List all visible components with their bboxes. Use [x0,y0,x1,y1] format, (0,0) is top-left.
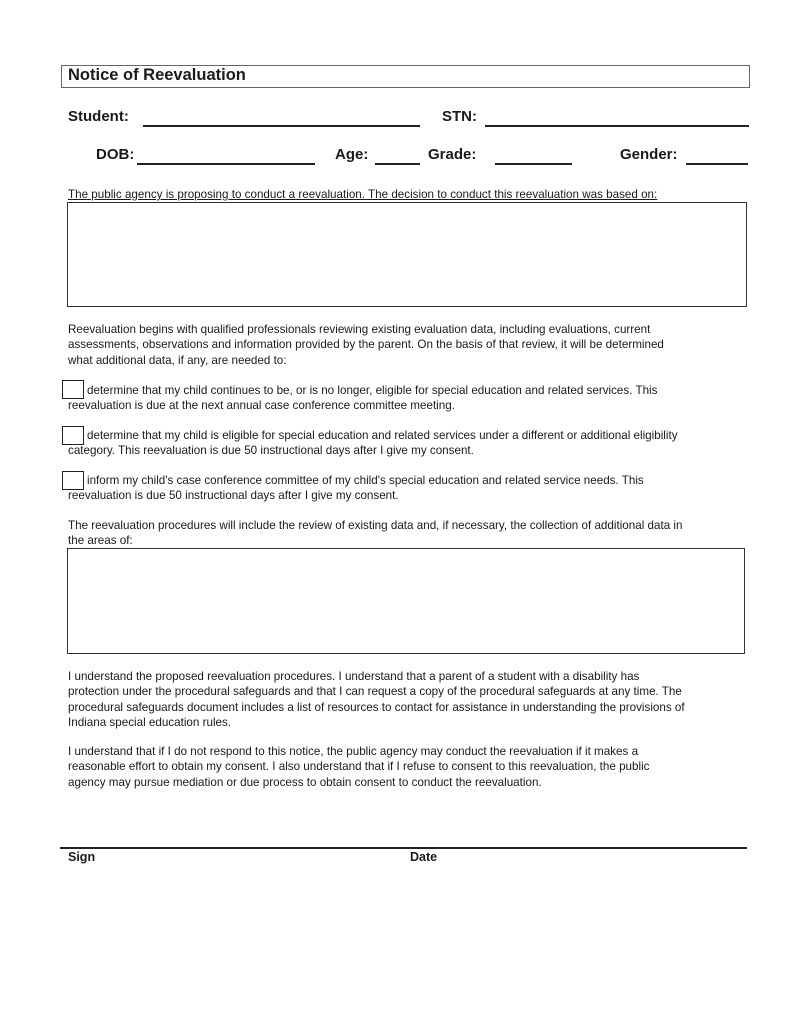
areas-textarea[interactable] [67,548,745,654]
text-line: reevaluation is due at the next annual case conference committee meeting. [68,398,455,413]
text-line: I understand that if I do not respond to this notice, the public agency may conduct the reevaluation if it makes a [68,744,639,758]
consent-paragraph [68,744,667,790]
sign-label: Sign [68,850,96,864]
understand-paragraph [68,669,704,730]
grade-field[interactable] [495,163,572,165]
stn-field[interactable] [485,125,749,127]
text-line: protection under the procedural safeguards and that I can request a copy of the procedural safeguards at any time. The [68,684,682,699]
age-label: Age: [335,146,369,163]
text-line: agency may pursue mediation or due process to obtain consent to conduct the reevaluation. [68,774,542,789]
gender-field[interactable] [686,163,748,165]
student-field[interactable] [143,125,420,127]
text-line: determine that my child is eligible for special education and related services under a different or additional eligibility [87,428,678,442]
text-line: reasonable effort to obtain my consent. I also understand that if I refuse to consent to this reevaluation, the public [68,759,650,774]
student-label: Student: [68,108,129,125]
option-2-text [68,428,696,459]
basis-textarea[interactable] [67,202,747,307]
text-line: category. This reevaluation is due 50 instructional days after I give my consent. [68,443,474,458]
areas-prompt [68,518,701,549]
text-line: Reevaluation begins with qualified professionals reviewing existing evaluation data, including evaluations, current [68,322,651,336]
text-line: assessments, observations and information provided by the parent. On the basis of that review, it will be determined [68,337,664,352]
dob-field[interactable] [137,163,315,165]
option-1-text [68,383,675,414]
basis-prompt: The public agency is proposing to conduct a reevaluation. The decision to conduct this reevaluation was based on: [68,187,658,201]
page-title: Notice of Reevaluation [68,66,246,84]
gender-label: Gender: [620,146,678,163]
text-line: reevaluation is due 50 instructional days after I give my consent. [68,488,399,503]
text-line: procedural safeguards document includes a list of resources to contact for assistance in understanding the provisions of [68,699,685,714]
text-line: inform my child's case conference committee of my child's special education and related service needs. This [87,473,644,487]
stn-label: STN: [442,108,477,125]
text-line: what additional data, if any, are needed to: [68,352,287,367]
signature-line[interactable] [60,847,747,849]
text-line: the areas of: [68,533,133,548]
text-line: The reevaluation procedures will include the review of existing data and, if necessary, the collection of additional data in [68,518,683,532]
text-line: determine that my child continues to be, or is no longer, eligible for special education and related services. This [87,383,658,397]
grade-label: Grade: [428,146,477,163]
option-3-text [68,473,661,504]
text-line: Indiana special education rules. [68,714,232,729]
dob-label: DOB: [96,146,135,163]
text-line: I understand the proposed reevaluation procedures. I understand that a parent of a student with a disability has [68,669,640,683]
age-field[interactable] [375,163,420,165]
intro-paragraph [68,322,682,368]
date-label: Date [410,850,438,864]
